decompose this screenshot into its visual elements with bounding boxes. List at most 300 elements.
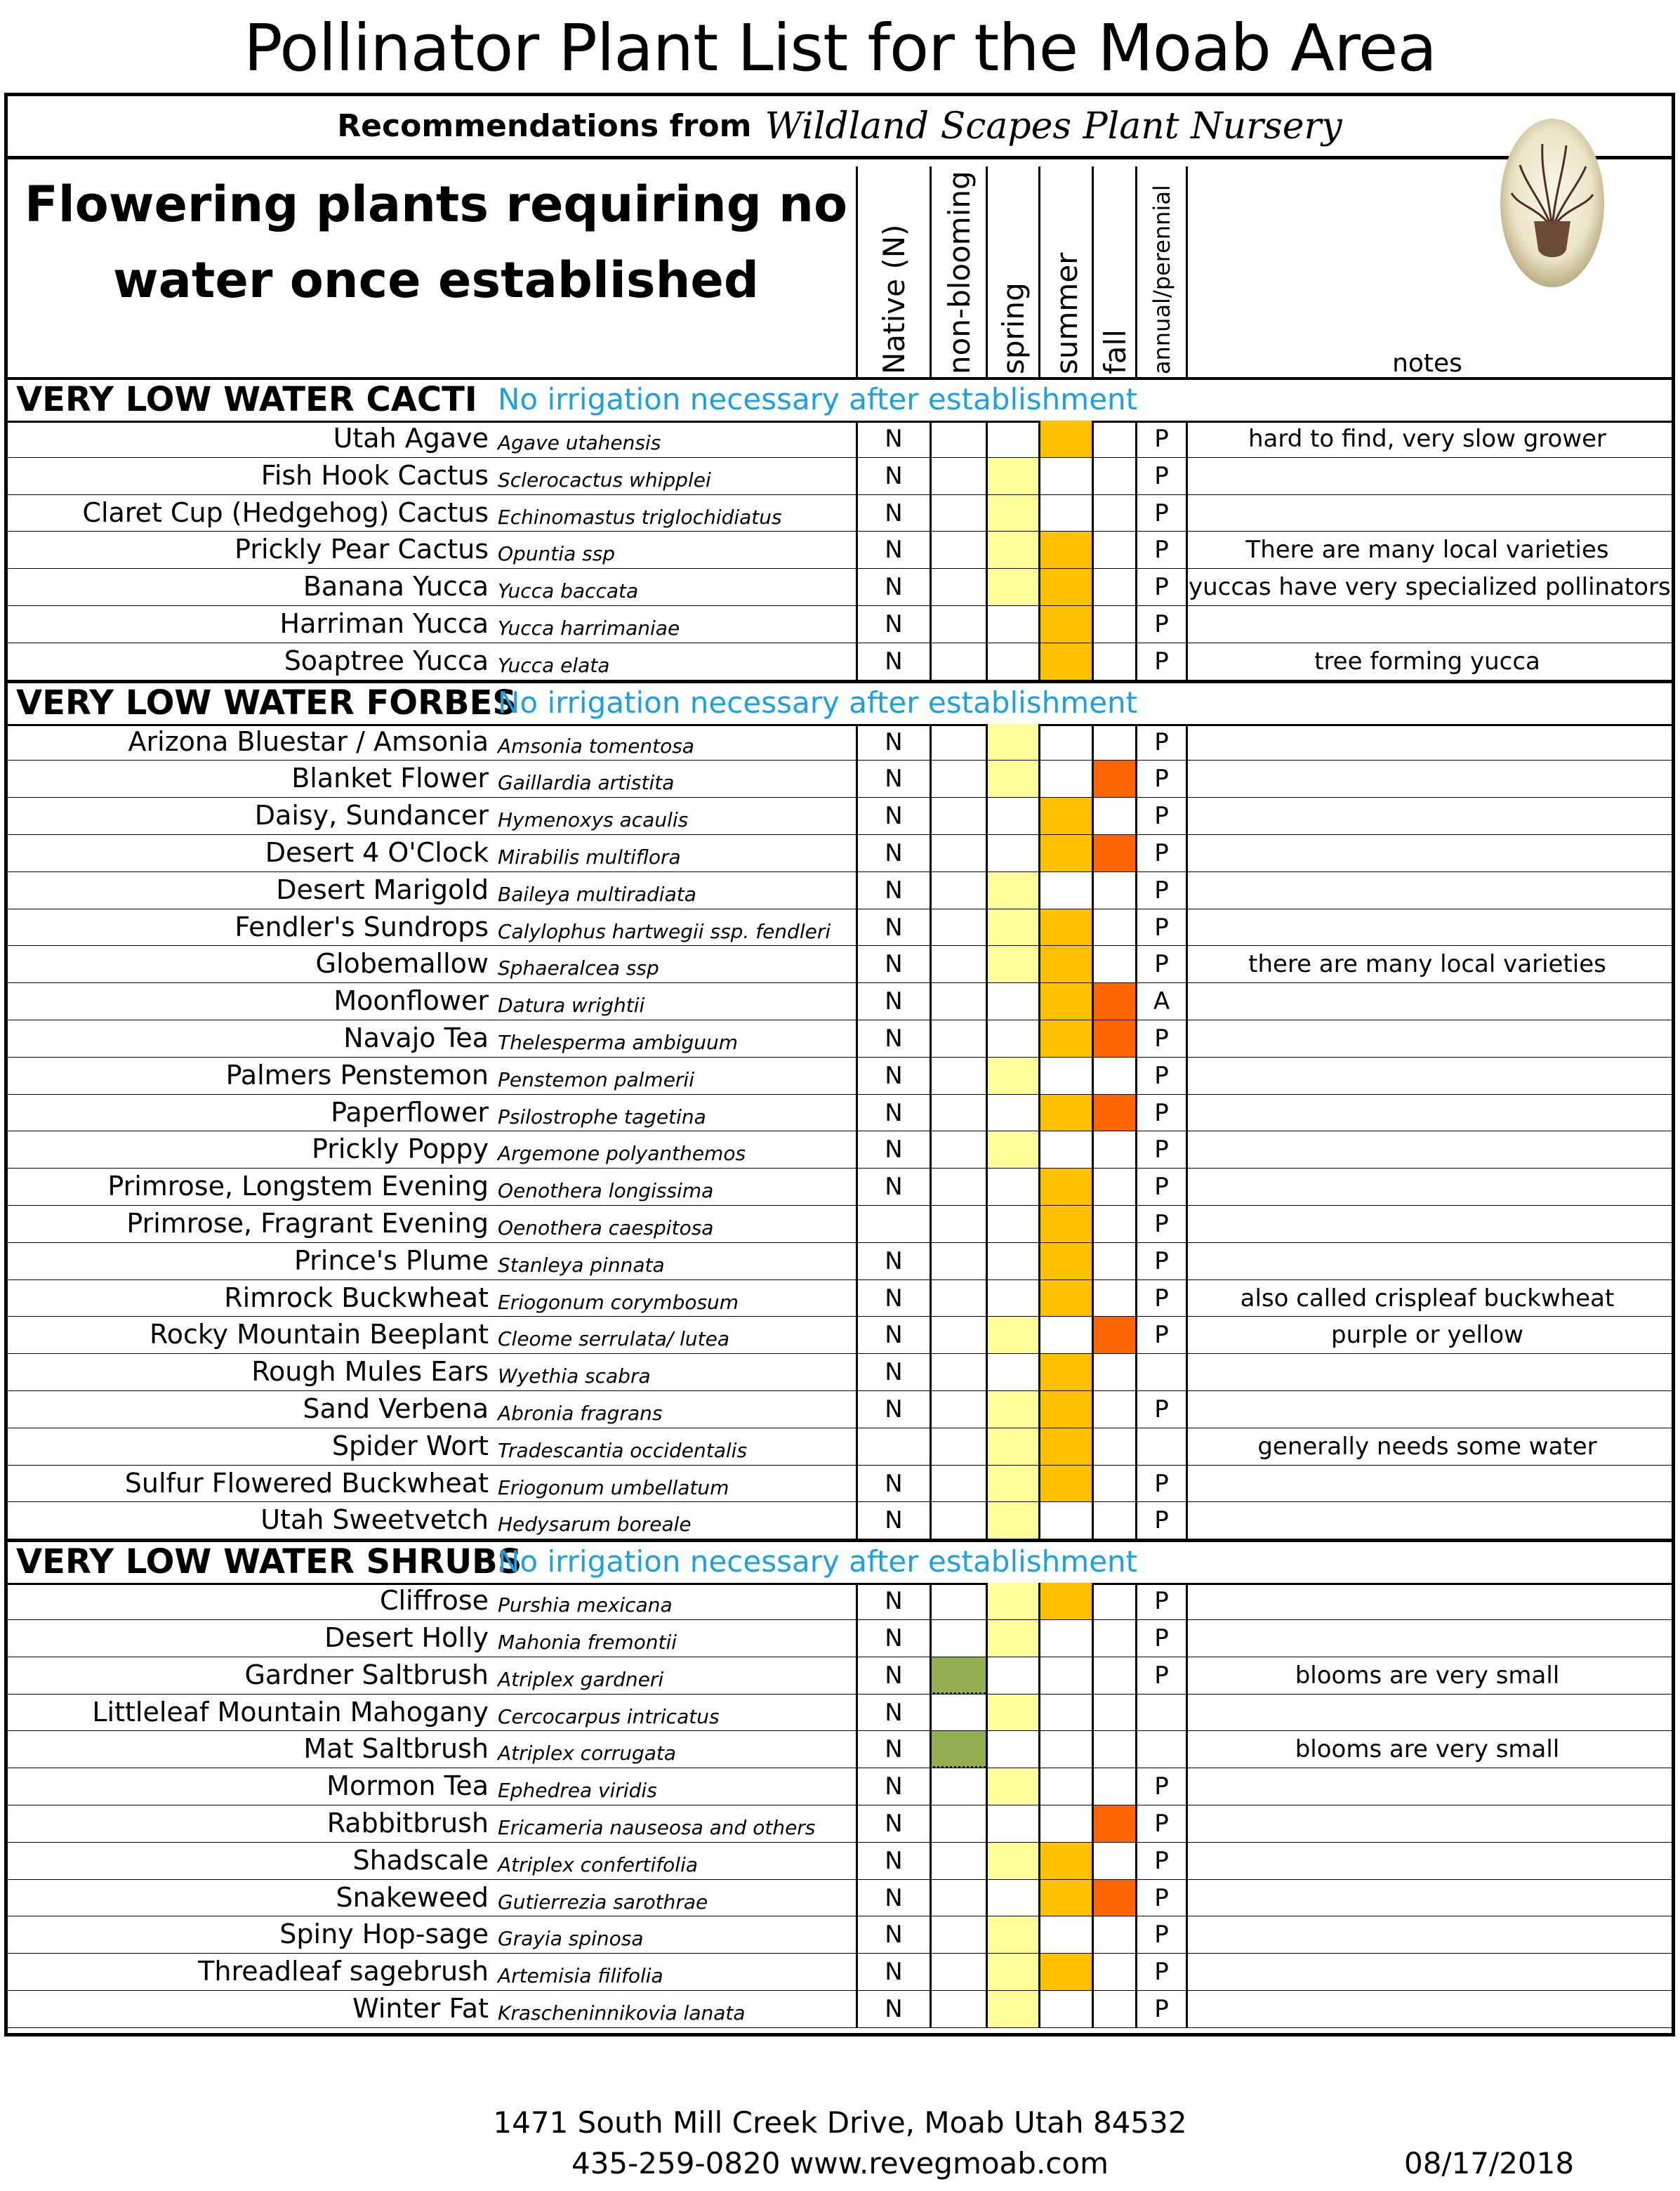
spring-cell [986,1391,1038,1428]
plant-scientific-name: Yucca harrimaniae [498,617,680,640]
section-note: No irrigation necessary after establishment [498,685,1138,720]
non-blooming-cell [930,458,986,495]
non-blooming-cell [930,1916,986,1954]
table-row [8,724,1672,761]
fall-cell [1092,458,1135,495]
non-blooming-cell [930,1466,986,1503]
summer-cell [1038,643,1092,680]
spring-cell [986,1095,1038,1132]
fall-cell [1092,421,1135,458]
table-row [8,909,1672,947]
summer-cell [1038,458,1092,495]
section-title: VERY LOW WATER FORBES [16,683,517,723]
native-cell: N [856,1991,930,2028]
summer-cell [1038,872,1092,909]
table-row [8,872,1672,909]
plant-common-name: Desert Holly [324,1622,489,1653]
native-cell: N [856,532,930,569]
non-blooming-cell [930,1954,986,1991]
spring-cell [986,1131,1038,1169]
plant-scientific-name: Agave utahensis [498,431,661,454]
plant-common-name: Navajo Tea [343,1022,489,1053]
annual-perennial-cell: P [1135,1391,1186,1428]
non-blooming-cell [930,1768,986,1805]
fall-cell [1092,1317,1135,1354]
non-blooming-cell [930,1805,986,1843]
footer-date: 08/17/2018 [1404,2146,1575,2180]
summer-cell [1038,1095,1092,1132]
table-row [8,1354,1672,1391]
spring-cell [986,1843,1038,1880]
table-row [8,1805,1672,1843]
non-blooming-cell [930,1317,986,1354]
native-cell: N [856,1954,930,1991]
non-blooming-cell [930,1502,986,1539]
annual-perennial-cell: P [1135,1502,1186,1539]
spring-cell [986,1058,1038,1095]
annual-perennial-cell: P [1135,1768,1186,1805]
native-cell: N [856,761,930,798]
annual-perennial-cell: P [1135,724,1186,761]
spring-cell [986,909,1038,947]
fall-cell [1092,1243,1135,1280]
plant-scientific-name: Atriplex corrugata [498,1742,677,1765]
summer-cell [1038,1880,1092,1917]
spring-cell [986,835,1038,872]
non-blooming-cell [930,1880,986,1917]
summer-cell [1038,946,1092,983]
col-header-annual-perennial: annual/perennial [1135,166,1186,377]
annual-perennial-cell: P [1135,606,1186,643]
plant-common-name: Rimrock Buckwheat [224,1282,489,1313]
fall-cell [1092,1731,1135,1768]
non-blooming-cell [930,1843,986,1880]
fall-cell [1092,643,1135,680]
table-row [8,1243,1672,1280]
plant-scientific-name: Artemisia filifolia [498,1964,663,1988]
annual-perennial-cell: P [1135,1954,1186,1991]
non-blooming-cell [930,1169,986,1206]
page-title: Pollinator Plant List for the Moab Area [244,11,1436,86]
section-title: VERY LOW WATER SHRUBS [16,1542,522,1582]
spring-cell [986,872,1038,909]
col-header-fall: fall [1092,166,1135,377]
plant-note: purple or yellow [1331,1321,1523,1350]
non-blooming-cell [930,1991,986,2028]
summer-cell [1038,1620,1092,1657]
fall-cell [1092,1095,1135,1132]
plant-common-name: Moonflower [333,985,489,1017]
native-cell: N [856,569,930,606]
fall-cell [1092,532,1135,569]
annual-perennial-cell: P [1135,1620,1186,1657]
table-row [8,1502,1672,1539]
annual-perennial-cell: P [1135,421,1186,458]
table-row [8,798,1672,835]
spring-cell [986,458,1038,495]
annual-perennial-cell [1135,1731,1186,1768]
native-cell: N [856,1695,930,1732]
spring-cell [986,946,1038,983]
table-row [8,1466,1672,1503]
summer-cell [1038,1280,1092,1317]
plant-note: there are many local varieties [1248,950,1606,979]
table-row [8,532,1672,569]
plant-common-name: Fendler's Sundrops [234,911,489,942]
plant-scientific-name: Baileya multiradiata [498,882,696,906]
table-row [8,606,1672,643]
plant-common-name: Prickly Poppy [312,1133,489,1165]
table-row [8,1991,1672,2028]
plant-common-name: Shadscale [352,1844,489,1876]
spring-cell [986,1620,1038,1657]
summer-cell [1038,421,1092,458]
plant-scientific-name: Sphaeralcea ssp [498,956,659,980]
plant-common-name: Mormon Tea [326,1770,489,1802]
fall-cell [1092,1695,1135,1732]
section-title: VERY LOW WATER CACTI [16,380,477,419]
table-row [8,1095,1672,1132]
plant-scientific-name: Tradescantia occidentalis [498,1438,748,1462]
heading-line-2: water once established [112,251,759,309]
plant-scientific-name: Ericameria nauseosa and others [498,1816,816,1839]
spring-cell [986,1502,1038,1539]
plant-note: also called crispleaf buckwheat [1240,1284,1615,1312]
plant-scientific-name: Hedysarum boreale [498,1513,692,1537]
recommendation-lead: Recommendations from [337,108,752,144]
plant-common-name: Gardner Saltbrush [244,1659,489,1690]
non-blooming-cell [930,495,986,532]
fall-cell [1092,761,1135,798]
plant-note: hard to find, very slow grower [1248,425,1607,453]
annual-perennial-cell: P [1135,946,1186,983]
plant-common-name: Rocky Mountain Beeplant [150,1319,489,1350]
annual-perennial-cell: P [1135,532,1186,569]
plant-scientific-name: Penstemon palmerii [498,1067,694,1091]
annual-perennial-cell: P [1135,1657,1186,1695]
spring-cell [986,1169,1038,1206]
fall-cell [1092,1768,1135,1805]
plant-common-name: Utah Agave [333,423,489,454]
table-row [8,1131,1672,1169]
summer-cell [1038,909,1092,947]
plant-scientific-name: Krascheninnikovia lanata [498,2001,746,2025]
spring-cell [986,1880,1038,1917]
fall-cell [1092,1502,1135,1539]
native-cell: N [856,983,930,1020]
non-blooming-cell [930,946,986,983]
non-blooming-cell [930,1428,986,1466]
table-row [8,1583,1672,1620]
nursery-name: Wildland Scapes Plant Nursery [765,105,1342,147]
table-row [8,569,1672,606]
spring-cell [986,1206,1038,1243]
spring-cell [986,1695,1038,1732]
spring-cell [986,724,1038,761]
col-header-non-blooming: non-blooming [930,166,986,377]
plant-common-name: Cliffrose [379,1585,489,1617]
spring-cell [986,1280,1038,1317]
annual-perennial-cell: P [1135,1805,1186,1843]
fall-cell [1092,835,1135,872]
table-row [8,643,1672,680]
table-heading [22,166,850,318]
native-cell: N [856,1843,930,1880]
spring-cell [986,606,1038,643]
annual-perennial-cell: P [1135,1991,1186,2028]
non-blooming-cell [930,1131,986,1169]
annual-perennial-cell: P [1135,761,1186,798]
plant-common-name: Harriman Yucca [279,608,489,639]
table-row [8,1169,1672,1206]
spring-cell [986,1954,1038,1991]
plant-scientific-name: Gutierrezia sarothrae [498,1890,708,1914]
native-cell: N [856,643,930,680]
plant-scientific-name: Oenothera caespitosa [498,1216,714,1239]
plant-common-name: Palmers Penstemon [225,1059,489,1091]
spring-cell [986,1991,1038,2028]
native-cell: N [856,1731,930,1768]
native-cell: N [856,1466,930,1503]
footer-contact: 435-259-0820 www.revegmoab.com [571,2146,1109,2180]
spring-cell [986,1317,1038,1354]
table-row [8,1768,1672,1805]
annual-perennial-cell [1135,1695,1186,1732]
summer-cell [1038,1317,1092,1354]
non-blooming-cell [930,1095,986,1132]
native-cell: N [856,1243,930,1280]
spring-cell [986,1243,1038,1280]
spring-cell [986,532,1038,569]
non-blooming-cell [930,1280,986,1317]
table-row [8,1880,1672,1917]
native-cell: N [856,946,930,983]
summer-cell [1038,1768,1092,1805]
table-row [8,1020,1672,1058]
native-cell: N [856,495,930,532]
summer-cell [1038,1131,1092,1169]
section-note: No irrigation necessary after establishment [498,382,1138,416]
non-blooming-cell [930,421,986,458]
annual-perennial-cell: P [1135,1583,1186,1620]
plant-scientific-name: Calylophus hartwegii ssp. fendleri [498,919,831,943]
table-row [8,835,1672,872]
fall-cell [1092,1991,1135,2028]
non-blooming-cell [930,643,986,680]
non-blooming-cell [930,1695,986,1732]
non-blooming-cell [930,909,986,947]
non-blooming-cell [930,724,986,761]
fall-cell [1092,1620,1135,1657]
plant-common-name: Littleleaf Mountain Mahogany [92,1696,489,1728]
summer-cell [1038,1428,1092,1466]
fall-cell [1092,1843,1135,1880]
spring-cell [986,1916,1038,1954]
summer-cell [1038,1020,1092,1058]
annual-perennial-cell: P [1135,798,1186,835]
plant-common-name: Mat Saltbrush [303,1733,489,1765]
annual-perennial-cell: P [1135,458,1186,495]
plant-common-name: Winter Fat [352,1993,489,2024]
plant-scientific-name: Abronia fragrans [498,1402,663,1425]
non-blooming-cell [930,798,986,835]
non-blooming-cell [930,1206,986,1243]
fall-cell [1092,1020,1135,1058]
fall-cell [1092,1805,1135,1843]
native-cell: N [856,606,930,643]
native-cell: N [856,1317,930,1354]
native-cell: N [856,1280,930,1317]
annual-perennial-cell: P [1135,1058,1186,1095]
plant-scientific-name: Ephedrea viridis [498,1779,657,1803]
summer-cell [1038,495,1092,532]
plant-common-name: Primrose, Longstem Evening [107,1171,489,1202]
spring-cell [986,1768,1038,1805]
non-blooming-cell [930,606,986,643]
native-cell: N [856,1502,930,1539]
annual-perennial-cell: A [1135,983,1186,1020]
plant-common-name: Utah Sweetvetch [260,1504,489,1536]
fall-cell [1092,1131,1135,1169]
annual-perennial-cell: P [1135,495,1186,532]
plant-scientific-name: Stanleya pinnata [498,1253,665,1277]
plant-note: yuccas have very specialized pollinators [1189,573,1671,602]
summer-cell [1038,1243,1092,1280]
plant-common-name: Spider Wort [331,1430,489,1461]
plant-scientific-name: Yucca baccata [498,579,639,603]
spring-cell [986,1354,1038,1391]
native-cell: N [856,1131,930,1169]
table-row [8,1657,1672,1695]
annual-perennial-cell: P [1135,1020,1186,1058]
plant-common-name: Prickly Pear Cactus [234,534,489,565]
annual-perennial-cell: P [1135,835,1186,872]
col-header-summer: summer [1038,166,1092,377]
plant-common-name: Daisy, Sundancer [254,800,489,831]
section-note: No irrigation necessary after establishment [498,1544,1138,1579]
summer-cell [1038,1657,1092,1695]
plant-scientific-name: Yucca elata [498,653,610,677]
fall-cell [1092,1466,1135,1503]
heading-line-1: Flowering plants requiring no [24,176,848,233]
plant-scientific-name: Amsonia tomentosa [498,734,694,758]
native-cell: N [856,1657,930,1695]
plant-common-name: Rough Mules Ears [251,1356,489,1388]
annual-perennial-cell: P [1135,569,1186,606]
native-cell: N [856,798,930,835]
summer-cell [1038,761,1092,798]
plant-scientific-name: Eriogonum corymbosum [498,1290,739,1314]
native-cell: N [856,1583,930,1620]
plant-common-name: Fish Hook Cactus [260,459,489,491]
summer-cell [1038,1991,1092,2028]
plant-scientific-name: Echinomastus triglochidiatus [498,505,782,529]
summer-cell [1038,1583,1092,1620]
spring-cell [986,495,1038,532]
plant-note: tree forming yucca [1314,647,1540,676]
fall-cell [1092,1058,1135,1095]
table-row [8,1391,1672,1428]
annual-perennial-cell: P [1135,1206,1186,1243]
spring-cell [986,421,1038,458]
non-blooming-cell [930,872,986,909]
table-row [8,983,1672,1020]
summer-cell [1038,1916,1092,1954]
plant-scientific-name: Atriplex confertifolia [498,1853,699,1876]
native-cell: N [856,1020,930,1058]
fall-cell [1092,724,1135,761]
annual-perennial-cell: P [1135,1280,1186,1317]
annual-perennial-cell: P [1135,1843,1186,1880]
native-cell: N [856,1880,930,1917]
plant-scientific-name: Mahonia fremontii [498,1631,677,1654]
plant-scientific-name: Opuntia ssp [498,542,616,566]
plant-note: generally needs some water [1257,1432,1597,1461]
plant-table [4,93,1675,2037]
plant-scientific-name: Mirabilis multiflora [498,846,681,869]
non-blooming-cell [930,1583,986,1620]
plant-scientific-name: Argemone polyanthemos [498,1142,746,1166]
table-row [8,1731,1672,1768]
plant-scientific-name: Datura wrightii [498,994,645,1018]
plant-note: blooms are very small [1295,1735,1560,1764]
fall-cell [1092,872,1135,909]
fall-cell [1092,1391,1135,1428]
annual-perennial-cell [1135,1354,1186,1391]
non-blooming-cell [930,1391,986,1428]
native-cell: N [856,421,930,458]
annual-perennial-cell: P [1135,1243,1186,1280]
plant-common-name: Spiny Hop-sage [279,1919,489,1950]
spring-cell [986,1657,1038,1695]
summer-cell [1038,532,1092,569]
summer-cell [1038,1843,1092,1880]
spring-cell [986,1020,1038,1058]
summer-cell [1038,724,1092,761]
plant-note: There are many local varieties [1245,536,1609,565]
spring-cell [986,1428,1038,1466]
native-cell: N [856,1620,930,1657]
table-row [8,1206,1672,1243]
plant-common-name: Banana Yucca [303,571,489,603]
fall-cell [1092,1880,1135,1917]
native-cell: N [856,1916,930,1954]
fall-cell [1092,1954,1135,1991]
native-cell: N [856,1058,930,1095]
summer-cell [1038,1502,1092,1539]
col-header-notes: notes [1392,349,1462,378]
plant-common-name: Sulfur Flowered Buckwheat [124,1467,489,1499]
plant-scientific-name: Oenothera longissima [498,1179,714,1203]
plant-scientific-name: Purshia mexicana [498,1593,673,1617]
summer-cell [1038,1354,1092,1391]
fall-cell [1092,1428,1135,1466]
annual-perennial-cell: P [1135,1916,1186,1954]
plant-common-name: Desert 4 O'Clock [265,837,489,868]
fall-cell [1092,1354,1135,1391]
summer-cell [1038,1695,1092,1732]
annual-perennial-cell: P [1135,1131,1186,1169]
native-cell: N [856,1095,930,1132]
plant-common-name: Sand Verbena [303,1393,489,1424]
summer-cell [1038,1391,1092,1428]
nursery-logo [1499,116,1606,290]
summer-cell [1038,983,1092,1020]
fall-cell [1092,1169,1135,1206]
native-cell: N [856,1169,930,1206]
table-row [8,1843,1672,1880]
summer-cell [1038,1954,1092,1991]
